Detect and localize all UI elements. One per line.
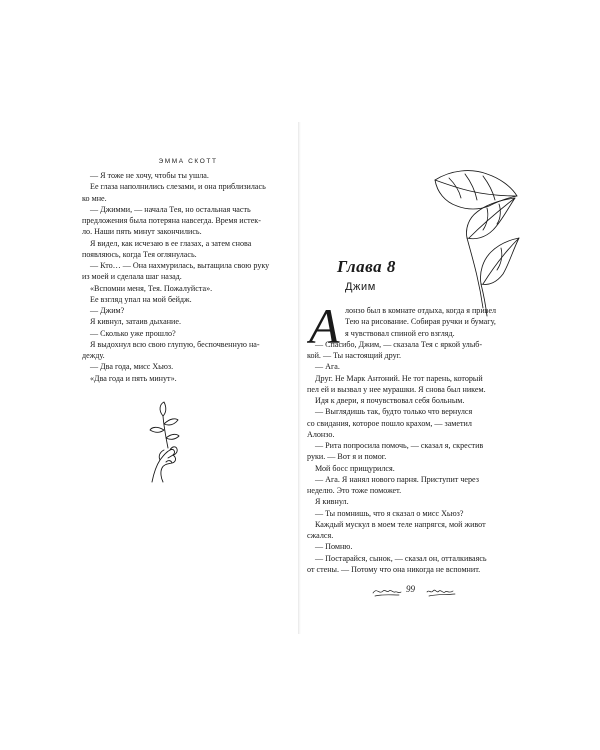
dropcap-letter: А (309, 301, 340, 351)
text-line: — Кто… — Она нахмурилась, вытащила свою руку (90, 261, 270, 270)
text-line: — Выглядишь так, будто только что вернулся (315, 407, 473, 417)
page-number-flourish-icon (369, 583, 469, 599)
text-line: Я выдохнул всю свою глупую, беспочвенную на- (90, 339, 260, 349)
text-line: ло. Наши пять минут закончились. (82, 227, 202, 237)
text-line: — Рита попросила помочь, — сказал я, скрестив (315, 441, 484, 450)
text-line: Тею на рисование. Собирая ручки и бумагу, (345, 317, 496, 327)
text-line: неделю. Это тоже поможет. (307, 486, 402, 495)
text-line: — Ага. (315, 362, 340, 372)
text-line: сжался. (307, 531, 334, 540)
text-line: со свидания, которое пошло крахом, — заметил (307, 418, 472, 428)
text-line: Друг. Не Марк Антоний. Не тот парень, который (315, 373, 483, 383)
text-line: предложения была потеряна навсегда. Время истек- (82, 216, 261, 225)
text-line: — Постарайся, сынок, — сказал он, отталкиваясь (315, 553, 487, 563)
text-line: Я видел, как исчезаю в ее глазах, а затем снова (90, 238, 252, 248)
text-line: кой. — Ты настоящий друг. (307, 351, 402, 360)
text-line: из моей и сделала шаг назад. (82, 272, 182, 282)
text-line: — Ага. Я нанял нового парня. Приступит через (315, 474, 479, 484)
text-line: пел ей и вызвал у нее мурашки. Я снова был никем. (307, 384, 486, 394)
text-line: от стены. — Потому что она никогда не вспомнит. (307, 564, 481, 574)
text-line: — Спасибо, Джим, — сказала Тея с яркой улыб- (315, 339, 483, 349)
text-line: Ее глаза наполнились слезами, и она приблизилась (90, 182, 266, 192)
running-head: ЭММА СКОТТ (158, 158, 218, 165)
text-line: руки. — Вот я и помог. (307, 452, 387, 462)
text-line: Каждый мускул в моем теле напрягся, мой живот (315, 519, 486, 529)
right-page-text (307, 305, 519, 575)
text-line: — Два года, мисс Хьюз. (90, 362, 174, 372)
chapter-title: Глава 8 (337, 257, 396, 276)
left-page-text (82, 170, 294, 384)
text-line: ко мне. (82, 193, 107, 203)
text-line: — Джим? (90, 306, 125, 315)
text-line: — Ты помнишь, что я сказал о мисс Хьюз? (315, 508, 464, 518)
text-line: появляюсь, когда Тея оглянулась. (82, 249, 197, 259)
text-line: Ее взгляд упал на мой бейдж. (90, 294, 192, 304)
left-page (82, 125, 294, 630)
hand-holding-sprig-icon (130, 400, 200, 495)
text-line: «Вспомни меня, Тея. Пожалуйста». (90, 283, 213, 293)
text-line: Идя к двери, я почувствовал себя больным. (315, 396, 465, 405)
text-line: — Джимми, — начала Тея, но остальная часть (90, 204, 251, 214)
text-line: я чувствовал спиной его взгляд. (345, 328, 455, 338)
text-line: дежду. (82, 351, 105, 360)
page-number: 99 (406, 584, 415, 594)
text-line: — Помню. (315, 542, 353, 552)
monstera-leaves-icon (427, 168, 522, 323)
right-page (307, 125, 519, 630)
text-line: Мой босс прищурился. (315, 463, 395, 473)
text-line: — Сколько уже прошло? (90, 328, 176, 338)
book-gutter (298, 122, 301, 634)
text-line: — Я тоже не хочу, чтобы ты ушла. (90, 171, 209, 180)
text-line: лонзо был в комнате отдыха, когда я привел (345, 306, 497, 315)
text-line: Алонзо. (307, 429, 335, 439)
text-line: «Два года и пять минут». (90, 373, 177, 383)
text-line: Я кивнул, затаив дыхание. (90, 317, 181, 327)
chapter-subtitle: Джим (345, 281, 376, 293)
text-line: Я кивнул. (315, 497, 349, 507)
